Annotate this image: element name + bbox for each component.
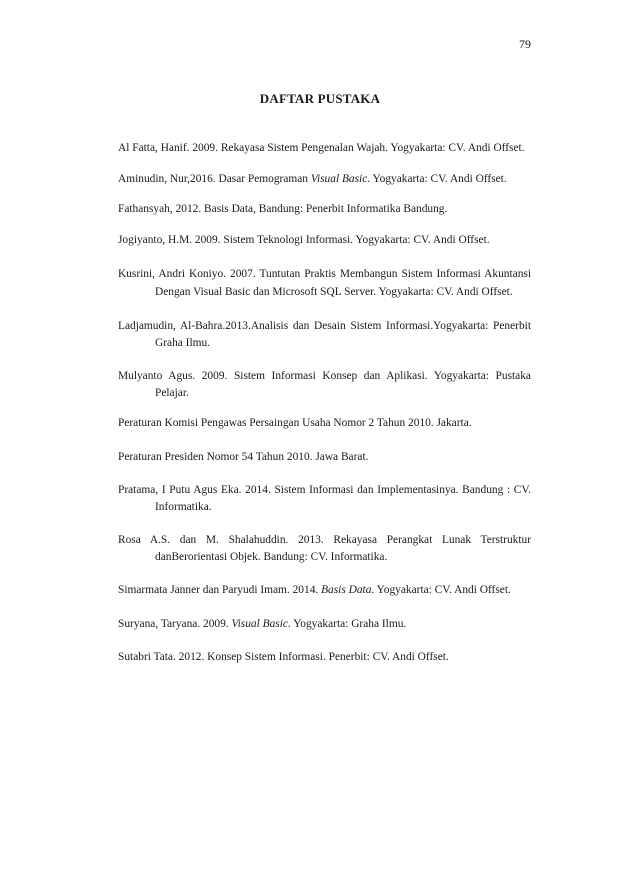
reference-item: Simarmata Janner dan Paryudi Imam. 2014. Basis Data. Yogyakarta: CV. Andi Offset.	[118, 584, 511, 596]
reference-item: Peraturan Komisi Pengawas Persaingan Usaha Nomor 2 Tahun 2010. Jakarta.	[118, 417, 472, 429]
page-title: DAFTAR PUSTAKA	[259, 91, 381, 106]
reference-item: Ladjamudin, Al-Bahra.2013.Analisis dan Desain Sistem Informasi.Yogyakarta: Penerbit Graha Ilmu.	[118, 320, 531, 349]
reference-item: Al Fatta, Hanif. 2009. Rekayasa Sistem Pengenalan Wajah. Yogyakarta: CV. Andi Offset.	[118, 142, 525, 154]
page-number: 79	[519, 37, 531, 51]
reference-item: Aminudin, Nur,2016. Dasar Pemograman Visual Basic. Yogyakarta: CV. Andi Offset.	[118, 172, 507, 185]
reference-item: Jogiyanto, H.M. 2009. Sistem Teknologi Informasi. Yogyakarta: CV. Andi Offset.	[118, 233, 490, 246]
reference-item: Fathansyah, 2012. Basis Data, Bandung: Penerbit Informatika Bandung.	[118, 203, 448, 215]
reference-item: Mulyanto Agus. 2009. Sistem Informasi Konsep dan Aplikasi. Yogyakarta: Pustaka Pelajar.	[118, 370, 531, 399]
reference-item: Suryana, Taryana. 2009. Visual Basic. Yogyakarta: Graha Ilmu.	[118, 617, 407, 630]
reference-item: Kusrini, Andri Koniyo. 2007. Tuntutan Praktis Membangun Sistem Informasi Akuntansi Dengan Visual Basic dan Microsoft SQL Server. Yogyakarta: CV. Andi Offset.	[118, 268, 531, 298]
reference-item: Peraturan Presiden Nomor 54 Tahun 2010. Jawa Barat.	[118, 450, 369, 463]
reference-item: Pratama, I Putu Agus Eka. 2014. Sistem Informasi dan Implementasinya. Bandung : CV. Informatika.	[118, 484, 531, 513]
reference-item: Sutabri Tata. 2012. Konsep Sistem Informasi. Penerbit: CV. Andi Offset.	[118, 651, 449, 663]
reference-item: Rosa A.S. dan M. Shalahuddin. 2013. Rekayasa Perangkat Lunak Terstruktur danBerorientasi Objek. Bandung: CV. Informatika.	[118, 534, 531, 563]
reference-list	[118, 140, 531, 680]
